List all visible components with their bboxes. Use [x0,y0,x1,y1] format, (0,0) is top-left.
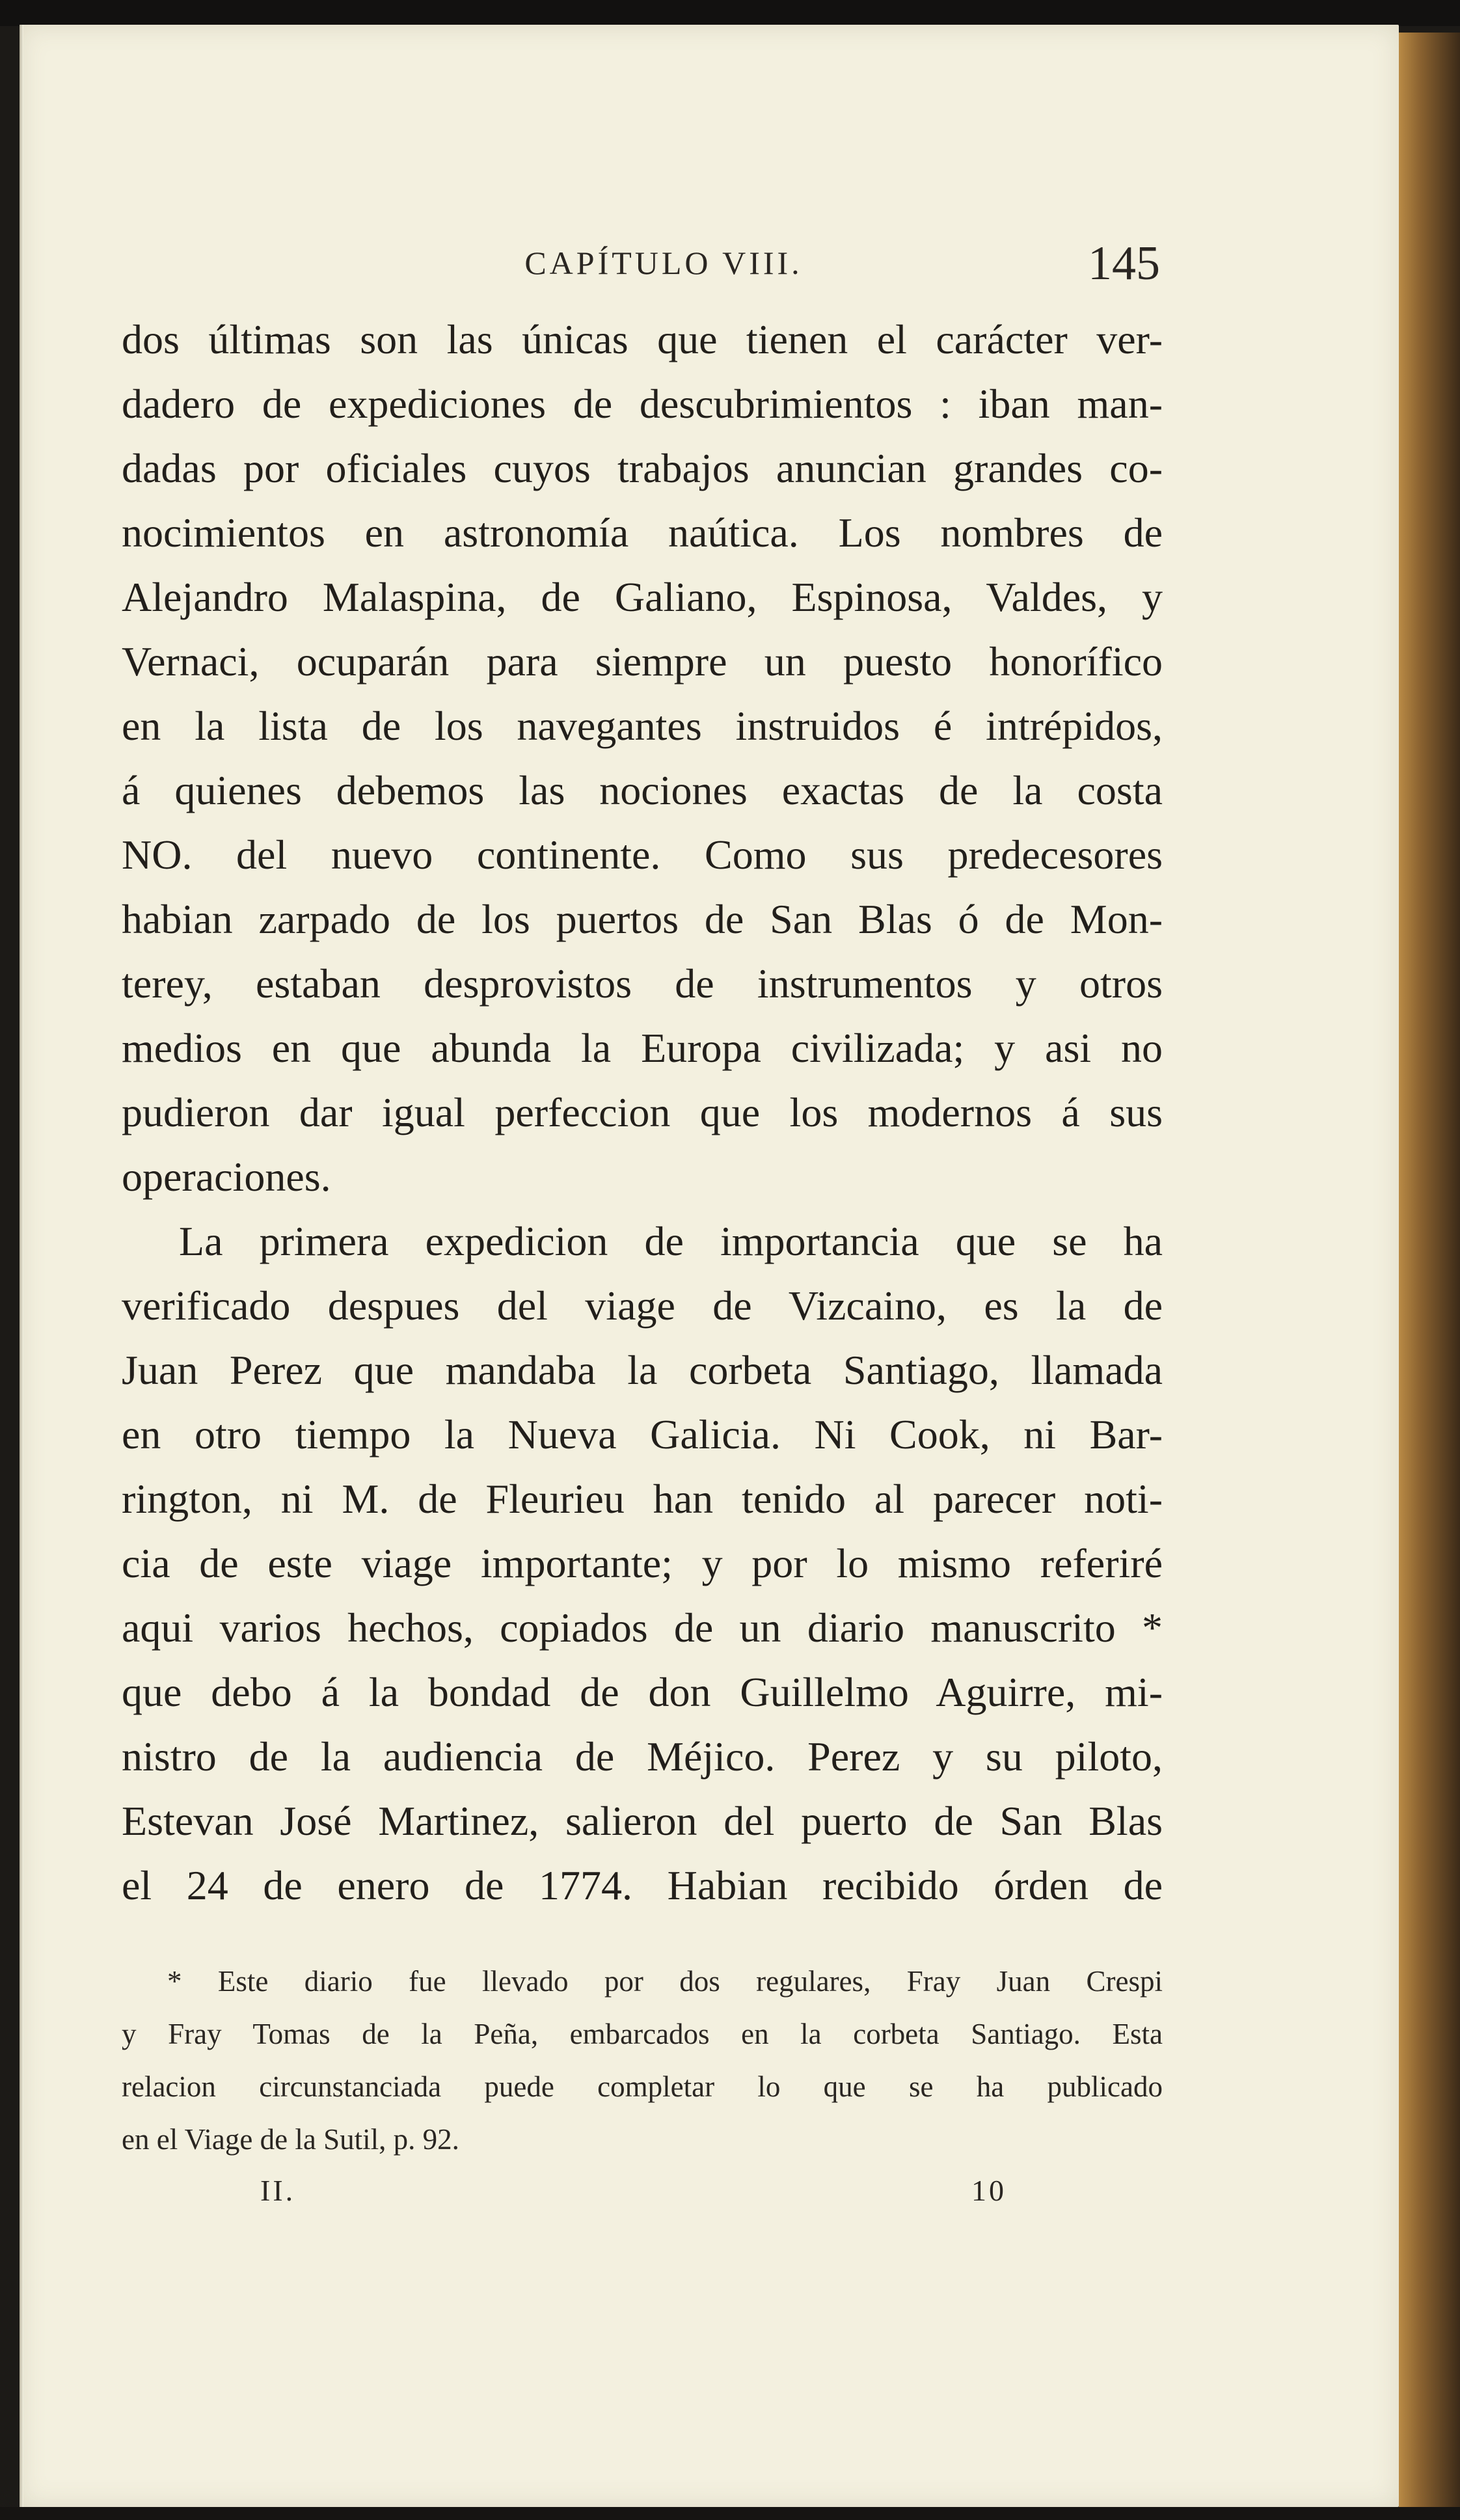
text-line: que debo á la bondad de don Guillelmo Aguirre, mi- [122,1669,1163,1715]
footnote [122,1955,1163,2166]
text-line: á quienes debemos las nociones exactas de la costa [122,767,1163,813]
footnote-line: relacion circunstanciada puede completar lo que se ha publicado [122,2070,1163,2103]
text-line: habian zarpado de los puertos de San Blas ó de Mon- [122,896,1163,942]
text-line: el 24 de enero de 1774. Habian recibido órden de [122,1862,1163,1908]
page-gutter-shadow [20,25,23,2507]
text-line: terey, estaban desprovistos de instrumentos y otros [122,960,1163,1007]
top-dark-border [0,0,1460,26]
gathering-number: 10 [971,2174,1007,2207]
text-line: dadas por oficiales cuyos trabajos anuncian grandes co- [122,445,1163,491]
footnote-line: en el Viage de la Sutil, p. 92. [122,2123,459,2156]
text-line: pudieron dar igual perfeccion que los modernos á sus [122,1089,1163,1135]
text-line: Vernaci, ocuparán para siempre un puesto honorífico [122,638,1163,684]
text-line: aqui varios hechos, copiados de un diario manuscrito * [122,1605,1163,1651]
bottom-dark-border [0,2507,1460,2520]
text-line: en otro tiempo la Nueva Galicia. Ni Cook, ni Bar- [122,1411,1163,1457]
text-line: NO. del nuevo continente. Como sus predecesores [122,832,1163,878]
text-line: dadero de expediciones de descubrimientos : iban man- [122,381,1163,427]
main-text [122,307,1163,1917]
signature-mark: II. [260,2174,296,2207]
running-head: CAPÍTULO VIII. [524,245,803,281]
text-line: Estevan José Martinez, salieron del puerto de San Blas [122,1798,1163,1844]
text-line: cia de este viage importante; y por lo mismo referiré [122,1540,1163,1586]
text-line: Juan Perez que mandaba la corbeta Santiago, llamada [122,1347,1163,1393]
footnote-line: y Fray Tomas de la Peña, embarcados en la corbeta Santiago. Esta [122,2018,1163,2050]
book-cover-edge [1399,33,1460,2512]
text-line: dos últimas son las únicas que tienen el carácter ver- [122,316,1163,362]
page-header [0,237,1460,296]
text-line: operaciones. [122,1154,331,1200]
text-line: nistro de la audiencia de Méjico. Perez y su piloto, [122,1733,1163,1780]
text-line: en la lista de los navegantes instruidos é intrépidos, [122,703,1163,749]
page-number: 145 [1088,237,1160,290]
text-line: Alejandro Malaspina, de Galiano, Espinosa, Valdes, y [122,574,1163,620]
text-line: rington, ni M. de Fleurieu han tenido al parecer noti- [122,1476,1163,1522]
paragraph-start-line: La primera expedicion de importancia que se ha [179,1218,1163,1264]
text-line: nocimientos en astronomía naútica. Los nombres de [122,509,1163,556]
text-line: verificado despues del viage de Vizcaino, es la de [122,1282,1163,1329]
footnote-line: * Este diario fue llevado por dos regulares, Fray Juan Crespi [167,1965,1163,1998]
text-line: medios en que abunda la Europa civilizada; y asi no [122,1025,1163,1071]
